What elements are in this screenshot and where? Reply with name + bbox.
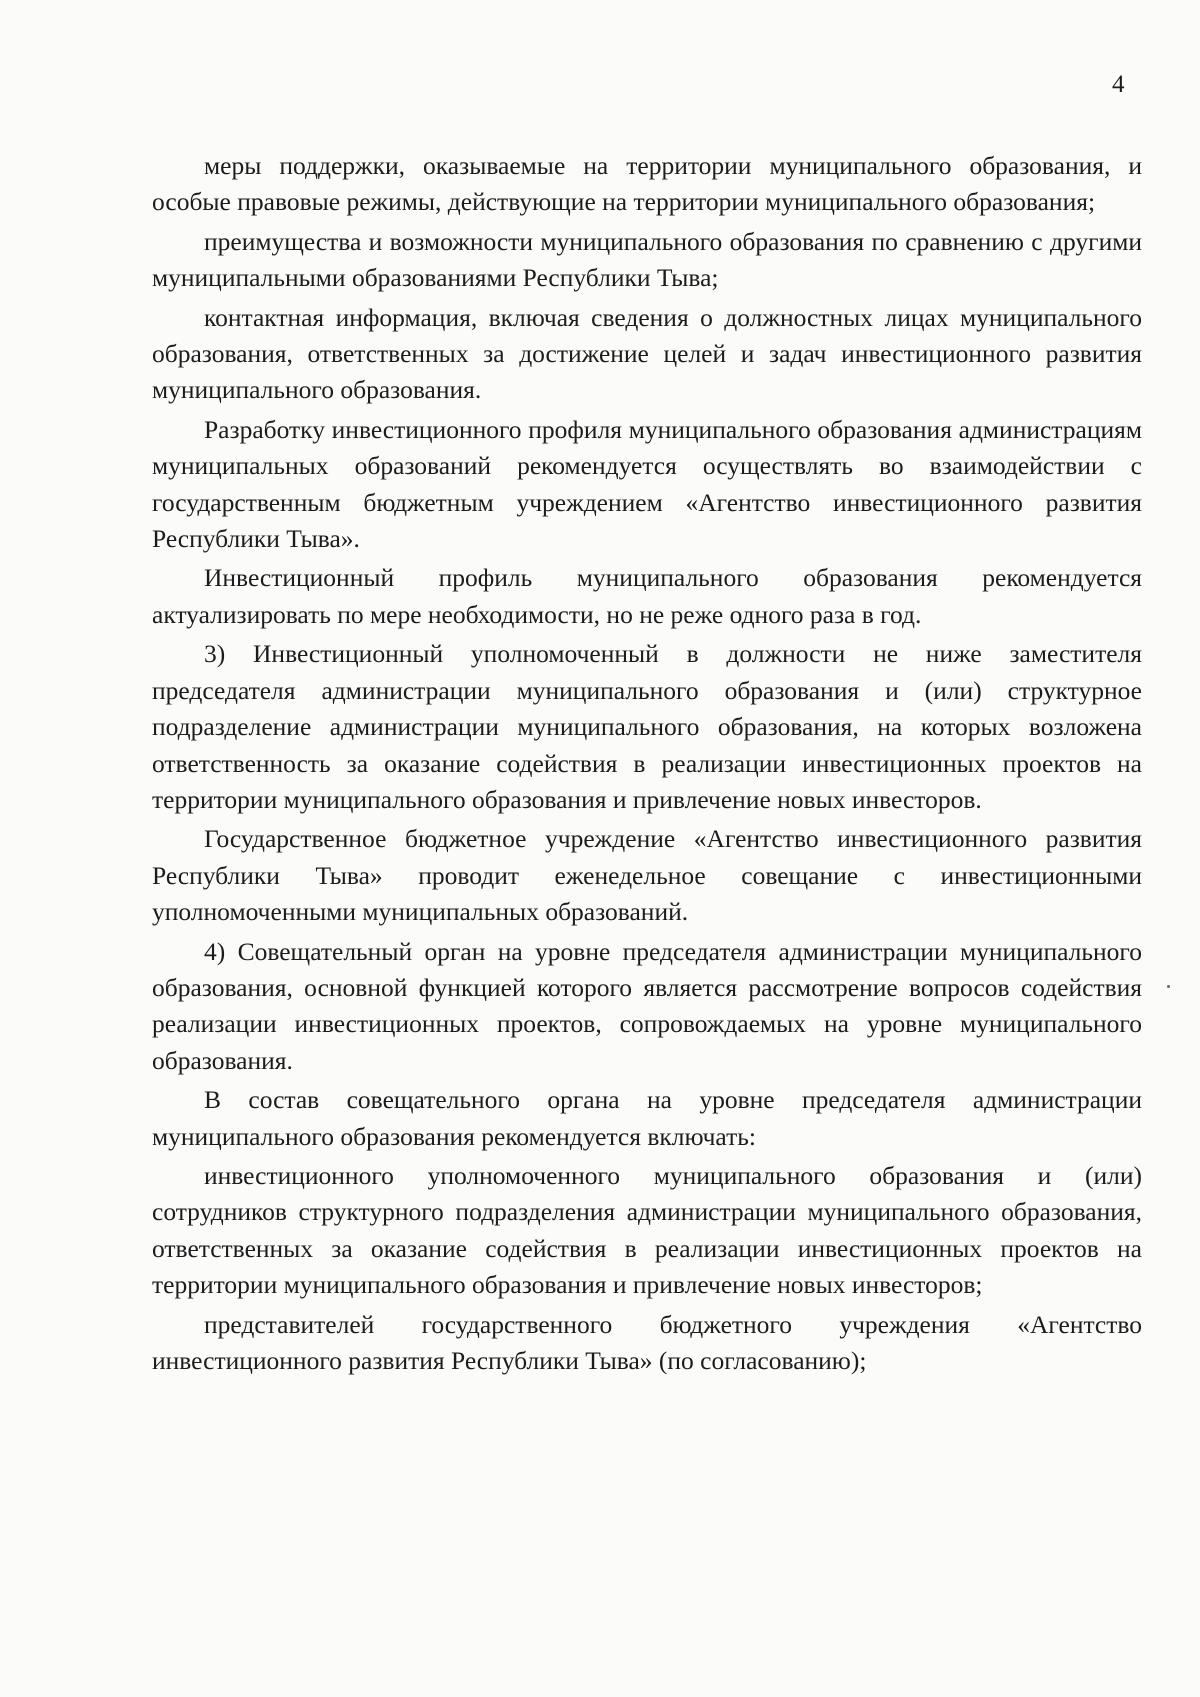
paragraph-support-measures: меры поддержки, оказываемые на территории муниципального образования, и особые правовые режимы, действующие на территории муниципального образования; (152, 151, 1142, 217)
paragraph-advantages: преимущества и возможности муниципального образования по сравнению с другими муниципальными образованиями Республики Тыва; (152, 226, 1142, 293)
paragraph-profile-update: Инвестиционный профиль муниципального образования рекомендуется актуализировать по мере необходимости, но не реже одного раза в год. (152, 563, 1142, 629)
document-body (152, 148, 1142, 1379)
paragraph-body-composition: В состав совещательного органа на уровне председателя администрации муниципального образования рекомендуется включать: (152, 1085, 1142, 1151)
paragraph-weekly-meeting: Государственное бюджетное учреждение «Агентство инвестиционного развития Республики Тыва» проводит еженедельное совещание с инвестиционными уполномоченными муниципальных образований. (152, 824, 1142, 927)
paragraph-contact-info: контактная информация, включая сведения о должностных лицах муниципального образования, ответственных за достижение целей и задач инвестиционного развития муниципального образования. (152, 302, 1142, 405)
paragraph-investment-commissioner: инвестиционного уполномоченного муниципального образования и (или) сотрудников структурного подразделения администрации муниципального образования, ответственных за оказание содействия в реализации инвестиционных проектов на территории муниципального образования и привлечение новых инвесторов; (152, 1160, 1142, 1300)
scan-speck (1167, 985, 1170, 988)
paragraph-agency-representatives: представителей государственного бюджетного учреждения «Агентство инвестиционного развития Республики Тыва» (по согласованию); (152, 1309, 1142, 1375)
page-number: 4 (1112, 71, 1125, 98)
paragraph-profile-development: Разработку инвестиционного профиля муниципального образования администрациям муниципальных образований рекомендуется осуществлять во взаимодействии с государственным бюджетным учреждением «Агентство инвестиционного развития Республики Тыва». (152, 414, 1142, 554)
paragraph-item-4: 4) Совещательный орган на уровне председателя администрации муниципального образования, основной функцией которого является рассмотрение вопросов содействия реализации инвестиционных проектов, сопровождаемых на уровне муниципального образования. (152, 936, 1142, 1075)
paragraph-item-3: 3) Инвестиционный уполномоченный в должности не ниже заместителя председателя администрации муниципального образования и (или) структурное подразделение администрации муниципального образования, на которых возложена ответственность за оказание содействия в реализации инвестиционных проектов на территории муниципального образования и привлечение новых инвесторов. (152, 639, 1142, 814)
